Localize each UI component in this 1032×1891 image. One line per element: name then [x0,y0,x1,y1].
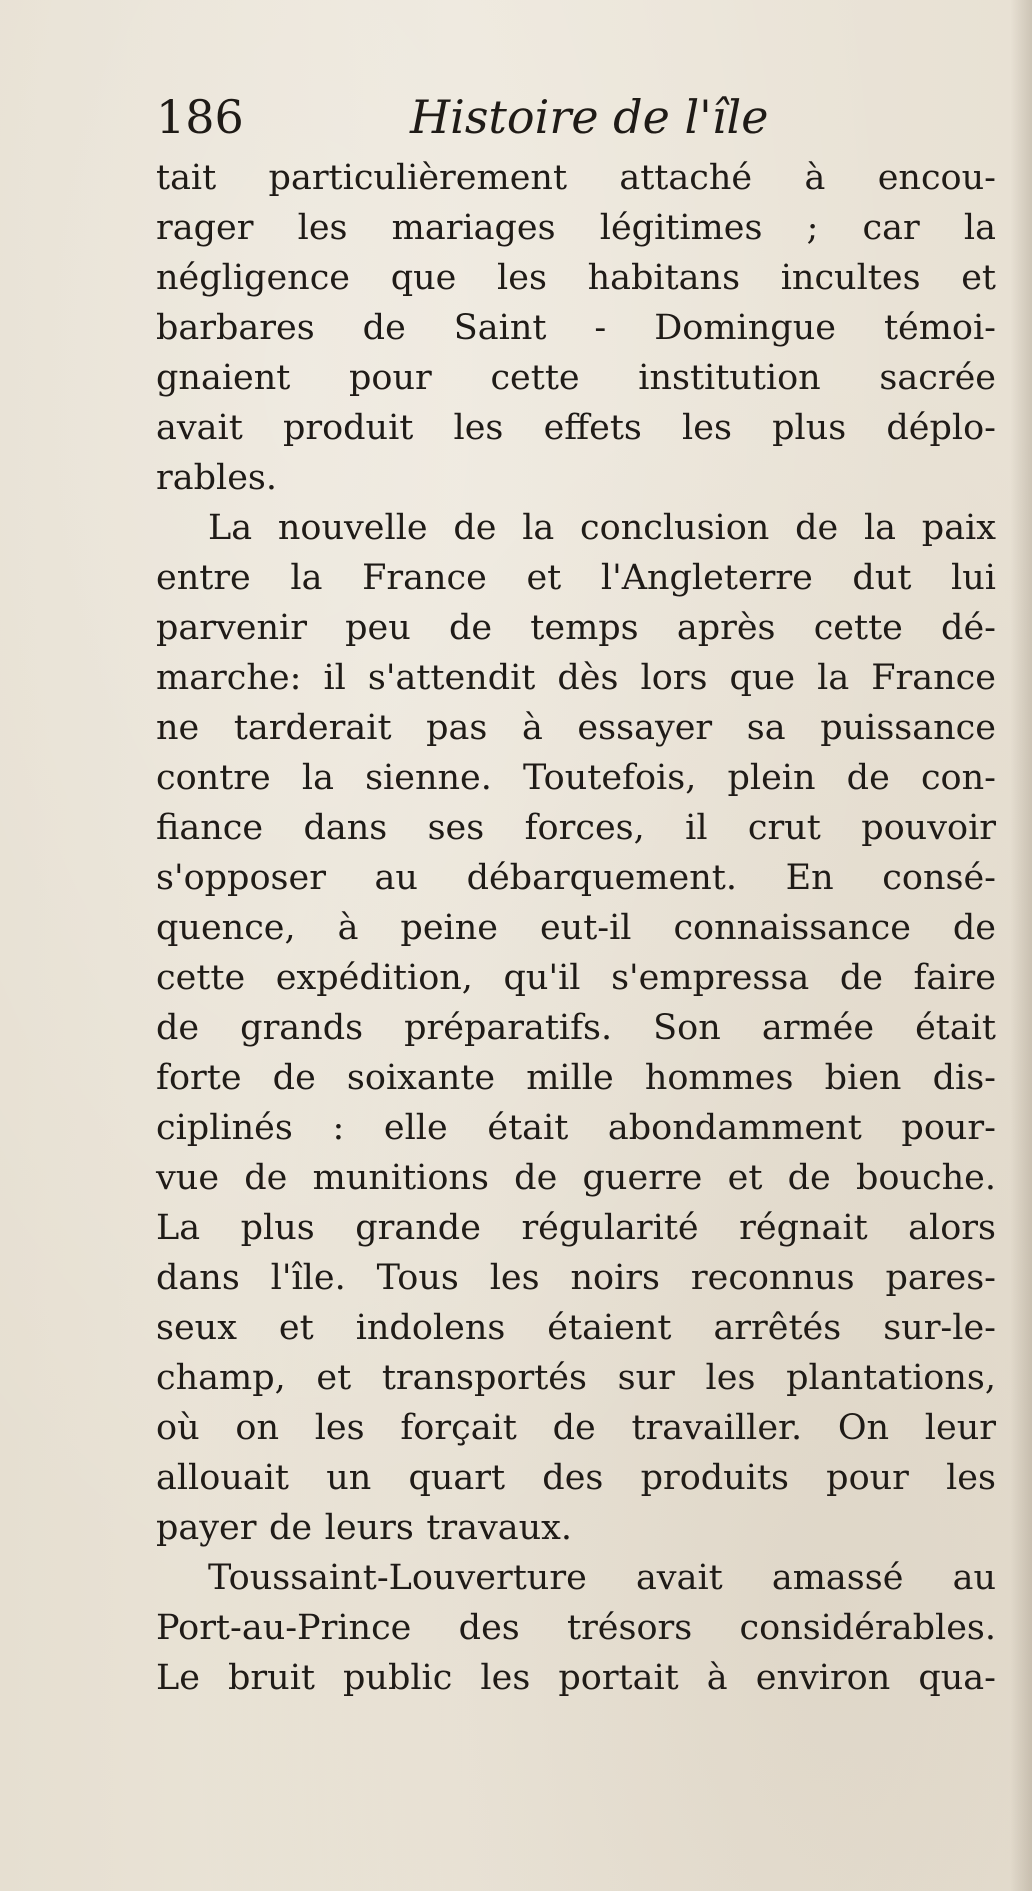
text-line: barbares de Saint - Domingue témoi- [156,308,996,348]
text-line: rager les mariages légitimes ; car la [156,208,996,248]
text-line: forte de soixante mille hommes bien dis- [156,1058,996,1098]
text-line: avait produit les effets les plus déplo- [156,408,996,448]
text-line: ciplinés : elle était abondamment pour- [156,1108,996,1148]
text-line: vue de munitions de guerre et de bouche. [156,1158,996,1198]
body-text [156,153,996,1703]
text-line: marche: il s'attendit dès lors que la France [156,658,996,698]
text-line: ne tarderait pas à essayer sa puissance [156,708,996,748]
text-line: La nouvelle de la conclusion de la paix [208,508,996,548]
text-line: Toussaint-Louverture avait amassé au [208,1558,996,1598]
text-line: champ, et transportés sur les plantations, [156,1358,996,1398]
page-number: 186 [156,90,244,144]
text-line: tait particulièrement attaché à encou- [156,158,996,198]
text-line: quence, à peine eut-il connaissance de [156,908,996,948]
page-edge-shadow [1010,0,1032,1891]
running-title: Histoire de l'île [410,90,769,144]
text-line: gnaient pour cette institution sacrée [156,358,996,398]
text-line: Le bruit public les portait à environ qua- [156,1658,996,1698]
text-line: parvenir peu de temps après cette dé- [156,608,996,648]
text-line: allouait un quart des produits pour les [156,1458,996,1498]
text-line: La plus grande régularité régnait alors [156,1208,996,1248]
text-line: contre la sienne. Toutefois, plein de con- [156,758,996,798]
text-line: négligence que les habitans incultes et [156,258,996,298]
text-line: de grands préparatifs. Son armée était [156,1008,996,1048]
text-line: seux et indolens étaient arrêtés sur-le- [156,1308,996,1348]
running-header [156,86,996,148]
text-line: dans l'île. Tous les noirs reconnus pares- [156,1258,996,1298]
text-line: payer de leurs travaux. [156,1508,573,1548]
text-line: fiance dans ses forces, il crut pouvoir [156,808,996,848]
text-line: cette expédition, qu'il s'empressa de faire [156,958,996,998]
text-line: rables. [156,458,277,498]
text-line: Port-au-Prince des trésors considérables. [156,1608,996,1648]
text-line: où on les forçait de travailler. On leur [156,1408,996,1448]
text-line: s'opposer au débarquement. En consé- [156,858,996,898]
text-line: entre la France et l'Angleterre dut lui [156,558,996,598]
